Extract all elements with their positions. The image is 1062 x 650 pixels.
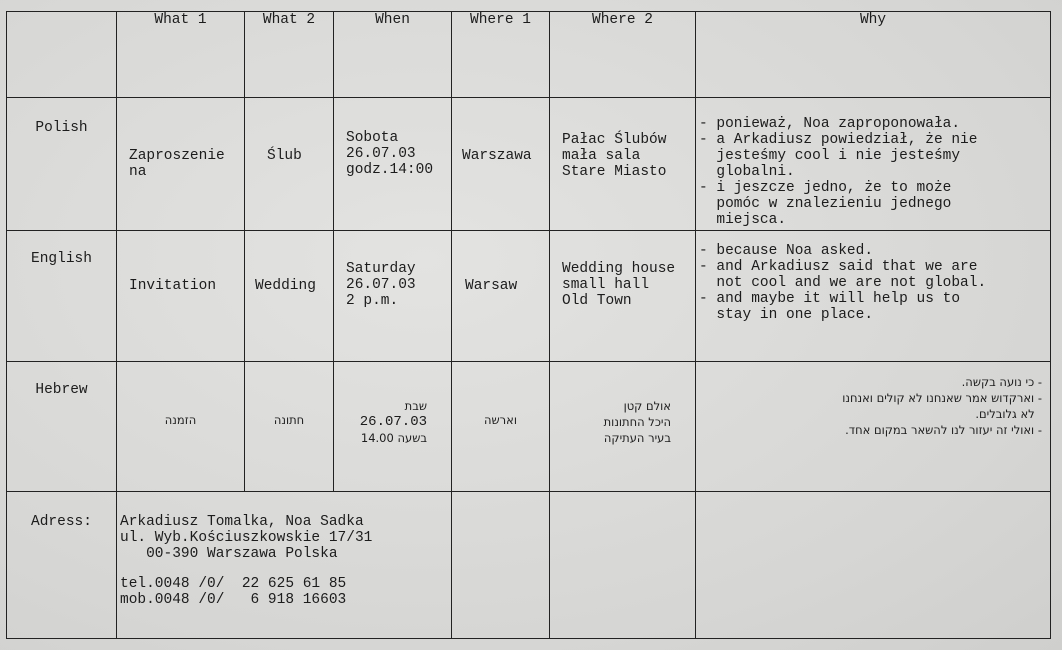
header-where-2: Where 2 (550, 12, 696, 98)
row-label-english: English (7, 231, 117, 362)
polish-why-line: globalni. (699, 164, 795, 180)
polish-when-line: Sobota (346, 130, 399, 146)
header-what-1: What 1 (117, 12, 245, 98)
polish-row (7, 98, 1051, 231)
row-label-hebrew: Hebrew (7, 362, 117, 492)
phone-line: tel.0048 /0/ 22 625 61 85 (120, 576, 347, 592)
address-empty-cell (452, 492, 550, 639)
hebrew-why-line: - וארקדוש אמר שאנחנו לא קולים ואנחנו (842, 391, 1042, 405)
header-where-1: Where 1 (452, 12, 550, 98)
hebrew-when-line: 26.07.03 (359, 414, 427, 430)
polish-what-1-line: na (129, 164, 147, 180)
polish-where-2 (550, 98, 696, 231)
address-empty-cell (696, 492, 1051, 639)
hebrew-where-2 (550, 362, 696, 492)
hebrew-when-line: שבת (404, 399, 427, 413)
polish-why-line: - a Arkadiusz powiedział, że nie (699, 132, 978, 148)
english-when-line: 2 p.m. (346, 293, 399, 309)
hebrew-what-1: הזמנה (117, 362, 245, 492)
english-why-line: - and maybe it will help us to (699, 291, 961, 307)
polish-why-line: - i jeszcze jedno, że to może (699, 180, 952, 196)
header-row (7, 12, 1051, 98)
english-when (334, 231, 452, 362)
polish-when-line: godz.14:00 (346, 162, 434, 178)
english-where-1: Warsaw (452, 231, 550, 362)
hebrew-where-2-line: היכל החתונות (603, 415, 671, 429)
header-corner (7, 12, 117, 98)
english-why-line: stay in one place. (699, 307, 874, 323)
english-when-line: 26.07.03 (346, 277, 416, 293)
english-what-1: Invitation (117, 231, 245, 362)
polish-where-2-line: Pałac Ślubów (562, 132, 667, 148)
polish-what-1-line: Zaproszenie (129, 148, 225, 164)
polish-when-line: 26.07.03 (346, 146, 416, 162)
hebrew-when-line: בשעה 14.00 (360, 431, 427, 445)
hebrew-where-2-line: בעיר העתיקה (603, 431, 671, 445)
address-line: Arkadiusz Tomalka, Noa Sadka (120, 514, 364, 530)
hebrew-where-1: וארשה (452, 362, 550, 492)
polish-where-2-line: Stare Miasto (562, 164, 667, 180)
hebrew-why-line: - ואולי זה יעזור לנו להשאר במקום אחד. (845, 423, 1042, 437)
phone-line: mob.0048 /0/ 6 918 16603 (120, 592, 347, 608)
english-why-line: - because Noa asked. (699, 243, 874, 259)
row-label-address: Adress: (7, 492, 117, 639)
hebrew-why-line: לא גלובלים. (975, 407, 1042, 421)
english-row (7, 231, 1051, 362)
english-where-2 (550, 231, 696, 362)
polish-why-line: - ponieważ, Noa zaproponowała. (699, 116, 961, 132)
english-where-2-line: small hall (562, 277, 650, 293)
hebrew-what-2: חתונה (245, 362, 334, 492)
hebrew-when (334, 362, 452, 492)
polish-why-line: miejsca. (699, 212, 787, 228)
polish-where-2-line: mała sala (562, 148, 641, 164)
polish-what-2: Ślub (245, 98, 334, 231)
english-why (696, 231, 1051, 362)
polish-why-line: pomóc w znalezieniu jednego (699, 196, 952, 212)
polish-what-1 (117, 98, 245, 231)
row-label-polish: Polish (7, 98, 117, 231)
header-why: Why (696, 12, 1051, 98)
hebrew-row (7, 362, 1051, 492)
address-line: 00-390 Warszawa Polska (120, 546, 338, 562)
info-table (6, 11, 1051, 639)
hebrew-why (696, 362, 1051, 492)
english-where-2-line: Wedding house (562, 261, 676, 277)
hebrew-where-2-line: אולם קטן (623, 399, 671, 413)
polish-why-line: jesteśmy cool i nie jesteśmy (699, 148, 961, 164)
english-why-line: not cool and we are not global. (699, 275, 987, 291)
polish-where-1: Warszawa (452, 98, 550, 231)
english-when-line: Saturday (346, 261, 416, 277)
address-block (117, 492, 452, 639)
polish-why (696, 98, 1051, 231)
address-row (7, 492, 1051, 639)
header-what-2: What 2 (245, 12, 334, 98)
polish-when (334, 98, 452, 231)
hebrew-why-line: - כי נועה בקשה. (961, 375, 1042, 389)
address-line: ul. Wyb.Kościuszkowskie 17/31 (120, 530, 373, 546)
address-empty-cell (550, 492, 696, 639)
english-where-2-line: Old Town (562, 293, 632, 309)
english-what-2: Wedding (245, 231, 334, 362)
english-why-line: - and Arkadiusz said that we are (699, 259, 978, 275)
header-when: When (334, 12, 452, 98)
